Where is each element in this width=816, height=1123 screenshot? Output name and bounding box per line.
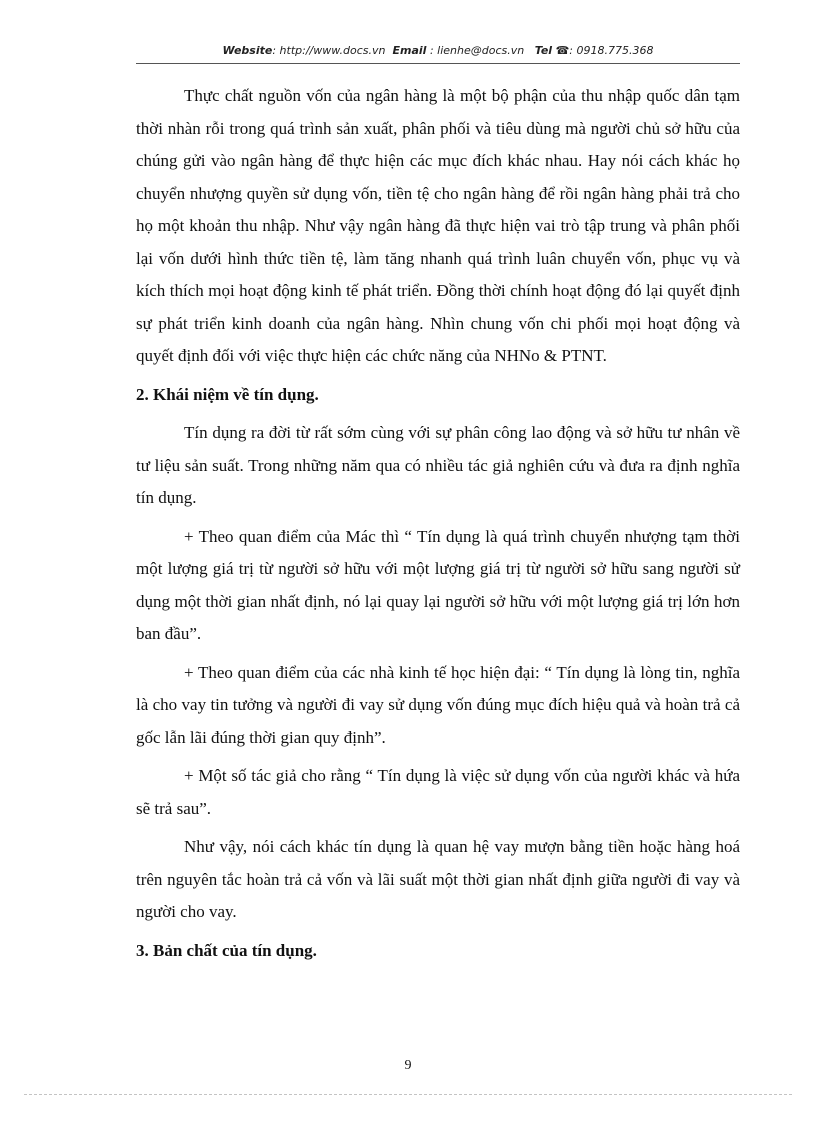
website-value: : http://www.docs.vn (272, 44, 386, 57)
page-number: 9 (404, 1058, 412, 1073)
page-header (136, 44, 740, 57)
email-label: Email (392, 44, 427, 57)
website-label: Website (222, 44, 273, 57)
paragraph-credit-origin: Tín dụng ra đời từ rất sớm cùng với sự phân công lao động và sở hữu tư nhân về tư liệu sản suất. Trong những năm qua có nhiều tác giả nghiên cứu và đưa ra định nghĩa tín dụng. (136, 423, 740, 507)
paragraph-other-authors-view: + Một số tác giả cho rằng “ Tín dụng là việc sử dụng vốn của người khác và hứa sẽ trả sau”. (136, 766, 740, 818)
paragraph-capital-source: Thực chất nguồn vốn của ngân hàng là một bộ phận của thu nhập quốc dân tạm thời nhàn rỗi trong quá trình sản xuất, phân phối và tiêu dùng mà người chủ sở hữu của chúng gửi vào ngân hàng để thực hiện các mục đích khác nhau. Hay nói cách khác họ chuyển nhượng quyền sử dụng vốn, tiền tệ cho ngân hàng để rồi ngân hàng phải trả cho họ một khoản thu nhập. Như vậy ngân hàng đã thực hiện vai trò tập trung và phân phối lại vốn dưới hình thức tiền tệ, làm tăng nhanh quá trình luân chuyển vốn, phục vụ và kích thích mọi hoạt động kinh tế phát triển. Đồng thời chính hoạt động đó lại quyết định sự phát triển kinh doanh của ngân hàng. Nhìn chung vốn chi phối mọi hoạt động và quyết định đối với việc thực hiện các chức năng của NHNo & PTNT. (136, 86, 740, 365)
document-body (136, 80, 740, 973)
section-heading-credit-nature: 3. Bản chất của tín dụng. (136, 940, 317, 960)
phone-icon: ☎ (555, 44, 570, 57)
paragraph-credit-summary: Như vậy, nói cách khác tín dụng là quan hệ vay mượn bằng tiền hoặc hàng hoá trên nguyên tắc hoàn trả cả vốn và lãi suất một thời gian nhất định giữa người đi vay và người cho vay. (136, 837, 740, 921)
footer-divider (24, 1094, 792, 1095)
header-divider (136, 63, 740, 64)
section-heading-credit-concept: 2. Khái niệm về tín dụng. (136, 384, 319, 404)
paragraph-marx-view: + Theo quan điểm của Mác thì “ Tín dụng là quá trình chuyển nhượng tạm thời một lượng giá trị từ người sở hữu với một lượng giá trị từ người sở hữu sang người sử dụng một thời gian nhất định, nó lại quay lại người sở hữu với một lượng giá trị lớn hơn ban đầu”. (136, 526, 740, 643)
email-value: : lienhe@docs.vn (426, 44, 525, 57)
tel-value: : 0918.775.368 (569, 44, 654, 57)
paragraph-modern-economists-view: + Theo quan điểm của các nhà kinh tế học hiện đại: “ Tín dụng là lòng tin, nghĩa là cho vay tin tưởng và người đi vay sử dụng vốn đúng mục đích hiệu quả và hoàn trả cả gốc lẫn lãi đúng thời gian quy định”. (136, 662, 740, 747)
tel-label: Tel (534, 44, 553, 57)
